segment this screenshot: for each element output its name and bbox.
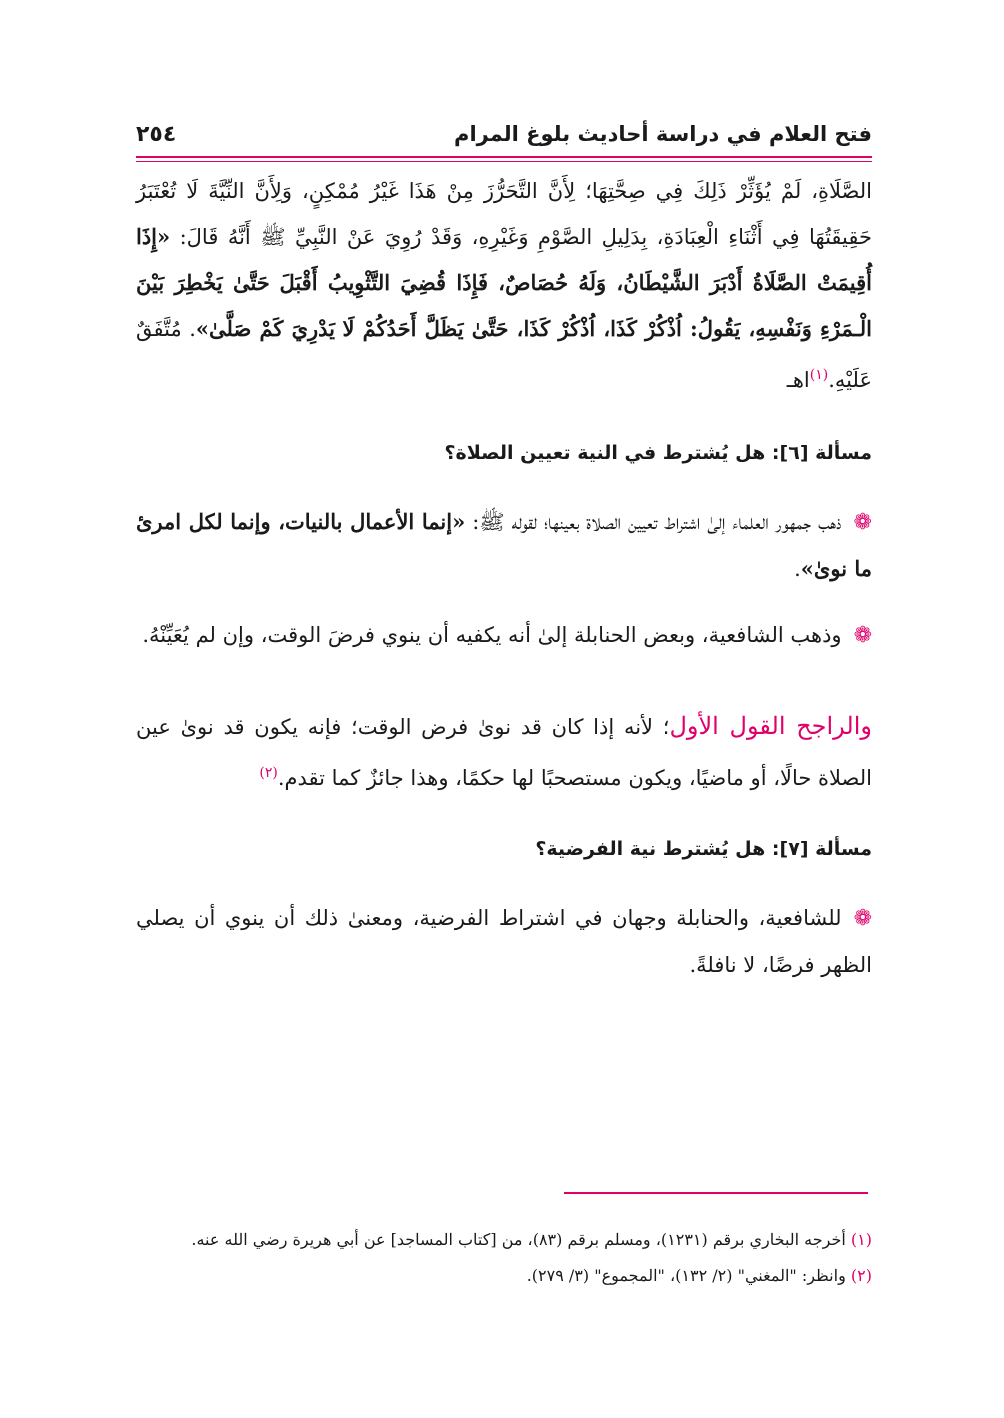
header-divider-thin <box>136 161 872 162</box>
preferred-opinion-label: والراجح القول الأول <box>669 712 872 740</box>
masala-7-heading: مسألة [٧]: هل يُشترط نية الفرضية؟ <box>535 838 872 860</box>
masala-6-bullet-1 <box>136 499 872 592</box>
hadith-paragraph <box>136 168 872 403</box>
masala-6-heading: مسألة [٦]: هل يُشترط في النية تعيين الصلاة؟ <box>444 442 872 464</box>
flower-bullet-icon: ❁ <box>853 906 872 931</box>
footnote-1 <box>136 1222 872 1258</box>
hadith-line-2: تُعْتَبَرُ حَقِيقَتُهَا فِي أَثْنَاءِ الْعِبَادَةِ، بِدَلِيلِ الصَّوْمِ وَغَيْرِهِ، وَقَدْ رُوِيَ عَنْ النَّبِيِّ ﷺ أَنَّهُ <box>136 179 872 249</box>
footnote-number: (١) <box>850 1230 872 1249</box>
footnote-ref-1[interactable]: (١) <box>809 367 829 383</box>
header-divider <box>136 156 872 158</box>
footnote-ref-2[interactable]: (٢) <box>259 765 278 781</box>
footnotes <box>136 1222 872 1294</box>
page-header <box>136 118 872 154</box>
preferred-opinion-paragraph <box>136 703 872 801</box>
hadith-line-3-intro: قَالَ: <box>170 225 219 249</box>
page-body <box>136 168 872 1008</box>
masala-6-bullet-2 <box>136 612 872 659</box>
bullet-text: وذهب الشافعية، وبعض الحنابلة إلىٰ أنه يكفيه أن ينوي فرضَ الوقت، وإن لم يُعَيِّنْهُ. <box>142 623 842 647</box>
flower-bullet-icon: ❁ <box>853 510 872 535</box>
quote-end-marker: اهـ <box>786 368 810 392</box>
hadith-line-1: الصَّلَاةِ، لَمْ يُؤَثِّرْ ذَلِكَ فِي صِحَّتِهَا؛ لِأَنَّ التَّحَرُّزَ مِنْ هَذَا غَيْرُ مُمْكِنٍ، وَلِأَنَّ النِّيَّةَ لَا <box>186 179 872 203</box>
footnote-text: أخرجه البخاري برقم (١٢٣١)، ومسلم برقم (٨٣)، من [كتاب المساجد] عن أبي هريرة رضي الله عنه. <box>191 1230 846 1249</box>
page-number: ٢٥٤ <box>136 122 177 147</box>
hadith-takhrij: . مُتَّفَقٌ عَلَيْهِ. <box>136 317 872 392</box>
masala-7-bullet-1 <box>136 895 872 988</box>
footnote-number: (٢) <box>850 1266 872 1285</box>
flower-bullet-icon: ❁ <box>853 623 872 648</box>
hadith-quote-part-2: حَتَّىٰ يَخْطِرَ بَيْنَ الْـمَرْءِ وَنَفْسِهِ، يَقُولُ: اُذْكُرْ كَذَا، اُذْكُرْ كَذَا، حَتَّىٰ يَظَلَّ أَحَدُكُمْ لَا <box>136 270 872 341</box>
footnote-text: وانظر: "المغني" (٢/ ١٣٢)، "المجموع" (٣/ ٢٧٩). <box>526 1266 846 1285</box>
hadith-quote-part-3: يَدْرِيَ كَمْ صَلَّىٰ» <box>195 316 336 341</box>
hadith-quote-part-1: «إِذَا أُقِيمَتْ الصَّلَاةُ أَدْبَرَ الشَّيْطَانُ، وَلَهُ حُصَاصٌ، فَإِذَا قُضِيَ التَّثْوِيبُ أَقْبَلَ <box>136 224 872 295</box>
bullet-text: للشافعية، والحنابلة وجهان في اشتراط الفرضية، ومعنىٰ ذلك أن ينوي أن يصلي الظهر فرضًا، لا نافلةً. <box>136 906 872 977</box>
preferred-opinion-text: ؛ لأنه إذا كان قد نوىٰ فرض الوقت؛ فإنه يكون قد نوىٰ عين الصلاة حالًا، أو ماضيًا، ويكون مستصحبًا لها حكمًا، وهذا جائزٌ كما تقدم. <box>136 715 872 790</box>
book-title: فتح العلام في دراسة أحاديث بلوغ المرام <box>454 122 872 146</box>
bullet-text: ذهب جمهور العلماء إلىٰ اشتراط تعيين الصلاة بعينها؛ لقوله ﷺ: <box>465 510 842 534</box>
footnote-2 <box>136 1258 872 1294</box>
bullet-end: . <box>794 557 801 581</box>
footnote-divider <box>564 1192 868 1194</box>
bullet-hadith: «إنما الأعمال بالنيات، وإنما لكل امرئ ما نوىٰ» <box>136 509 872 581</box>
